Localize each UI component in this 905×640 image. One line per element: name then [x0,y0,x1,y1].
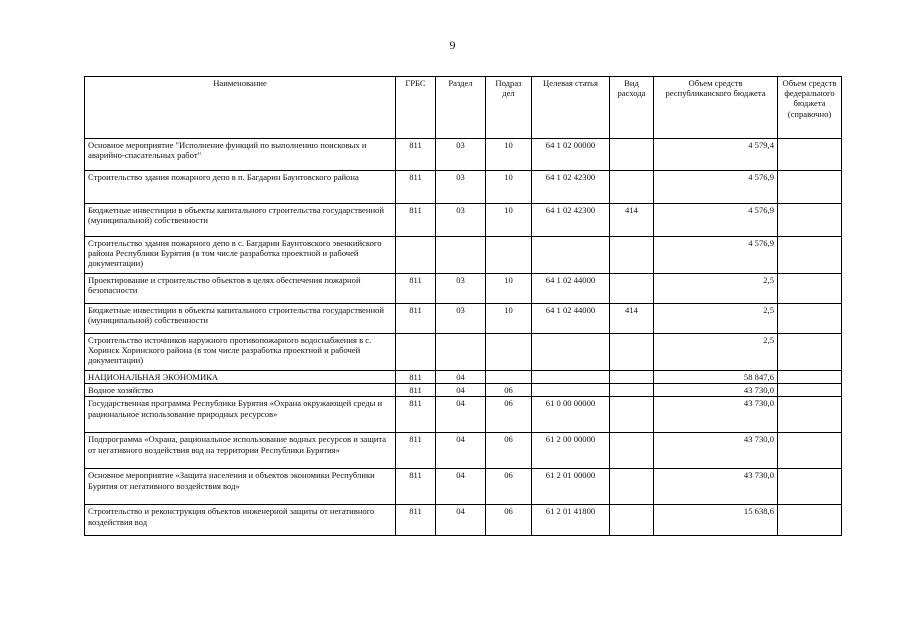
row-grbs-cell: 811 [396,204,436,237]
row-grbs-cell: 811 [396,274,436,304]
row-republic-budget-cell: 2,5 [654,304,778,334]
row-section-cell: 03 [436,304,486,334]
row-federal-budget-cell [778,469,842,505]
row-section-cell: 03 [436,171,486,204]
row-federal-budget-cell [778,384,842,397]
row-expense-type-cell: 414 [610,304,654,334]
row-republic-budget-cell: 4 576,9 [654,171,778,204]
table-row [85,384,842,397]
row-expense-type-cell [610,397,654,433]
row-expense-type-cell [610,469,654,505]
row-name-cell: Бюджетные инвестиции в объекты капитального строительства государственной (муниципальной) собственности [85,204,396,237]
row-name-cell: Основное мероприятие "Исполнение функций по выполнению поисковых и аварийно-спасательных работ" [85,139,396,171]
row-name-cell: Государственная программа Республики Бурятия «Охрана окружающей среды и рациональное использование природных ресурсов» [85,397,396,433]
table-row [85,505,842,536]
row-expense-type-cell [610,371,654,384]
row-section-cell: 03 [436,204,486,237]
row-name-cell: Подпрограмма «Охрана, рациональное использование водных ресурсов и защита от негативного воздействия вод на территории Республики Бурятия» [85,433,396,469]
table-row [85,397,842,433]
row-expense-type-cell [610,139,654,171]
row-grbs-cell: 811 [396,505,436,536]
row-republic-budget-cell: 43 730,0 [654,433,778,469]
table-row [85,237,842,274]
row-grbs-cell: 811 [396,433,436,469]
row-section-cell: 04 [436,433,486,469]
row-section-cell [436,334,486,371]
row-republic-budget-cell: 2,5 [654,274,778,304]
row-name-cell: Проектирование и строительство объектов в целях обеспечения пожарной безопасности [85,274,396,304]
row-section-cell: 04 [436,469,486,505]
row-grbs-cell: 811 [396,171,436,204]
header-subsection: Подраз дел [486,77,532,139]
row-target-cell [532,237,610,274]
row-federal-budget-cell [778,433,842,469]
row-name-cell: Строительство и реконструкция объектов инженерной защиты от негативного воздействия вод [85,505,396,536]
table-row [85,469,842,505]
row-section-cell: 04 [436,397,486,433]
row-name-cell: Строительство здания пожарного депо в с. Багдарин Баунтовского эвенкийского района Республики Бурятия (в том числе разработка проектной и рабочей документации) [85,237,396,274]
row-republic-budget-cell: 2,5 [654,334,778,371]
header-grbs: ГРБС [396,77,436,139]
row-grbs-cell: 811 [396,139,436,171]
row-subsection-cell: 10 [486,274,532,304]
row-target-cell: 64 1 02 42300 [532,204,610,237]
row-federal-budget-cell [778,304,842,334]
table-row [85,171,842,204]
row-federal-budget-cell [778,204,842,237]
row-target-cell: 64 1 02 44000 [532,274,610,304]
row-grbs-cell: 811 [396,304,436,334]
header-name: Наименование [85,77,396,139]
row-target-cell: 61 2 01 00000 [532,469,610,505]
row-section-cell: 04 [436,505,486,536]
row-republic-budget-cell: 58 847,6 [654,371,778,384]
row-subsection-cell: 06 [486,397,532,433]
row-target-cell: 64 1 02 42300 [532,171,610,204]
table-row [85,433,842,469]
row-name-cell: НАЦИОНАЛЬНАЯ ЭКОНОМИКА [85,371,396,384]
row-subsection-cell: 06 [486,384,532,397]
table-row [85,139,842,171]
row-name-cell: Водное хозяйство [85,384,396,397]
row-target-cell: 61 0 00 00000 [532,397,610,433]
row-target-cell: 64 1 02 44000 [532,304,610,334]
row-federal-budget-cell [778,397,842,433]
row-expense-type-cell [610,274,654,304]
row-republic-budget-cell: 43 730,0 [654,384,778,397]
row-target-cell [532,371,610,384]
row-name-cell: Основное мероприятие «Защита населения и объектов экономики Республики Бурятия от негативного воздействия вод» [85,469,396,505]
row-federal-budget-cell [778,274,842,304]
row-target-cell: 61 2 01 41800 [532,505,610,536]
row-republic-budget-cell: 4 576,9 [654,237,778,274]
row-section-cell: 03 [436,274,486,304]
header-section: Раздел [436,77,486,139]
row-federal-budget-cell [778,371,842,384]
row-subsection-cell: 10 [486,204,532,237]
row-expense-type-cell: 414 [610,204,654,237]
row-subsection-cell [486,371,532,384]
row-target-cell: 64 1 02 00000 [532,139,610,171]
row-subsection-cell: 06 [486,505,532,536]
row-subsection-cell: 10 [486,304,532,334]
row-subsection-cell: 06 [486,433,532,469]
row-republic-budget-cell: 43 730,0 [654,397,778,433]
row-target-cell [532,384,610,397]
row-grbs-cell: 811 [396,469,436,505]
row-subsection-cell: 10 [486,171,532,204]
table-body [85,139,842,536]
row-expense-type-cell [610,237,654,274]
row-republic-budget-cell: 4 579,4 [654,139,778,171]
table-row [85,371,842,384]
row-target-cell: 61 2 00 00000 [532,433,610,469]
table-row [85,304,842,334]
table-header [85,77,842,139]
row-name-cell: Бюджетные инвестиции в объекты капитального строительства государственной (муниципальной) собственности [85,304,396,334]
row-republic-budget-cell: 15 638,6 [654,505,778,536]
row-expense-type-cell [610,171,654,204]
table-row [85,274,842,304]
row-grbs-cell [396,237,436,274]
header-republic-budget: Объем средств республиканского бюджета [654,77,778,139]
row-expense-type-cell [610,433,654,469]
table-row [85,204,842,237]
row-expense-type-cell [610,384,654,397]
row-section-cell: 04 [436,371,486,384]
row-name-cell: Строительство источников наружного противопожарного водоснабжения в с. Хоринск Хоринского района (в том числе разработка проектной и рабочей документации) [85,334,396,371]
row-section-cell: 04 [436,384,486,397]
row-federal-budget-cell [778,334,842,371]
budget-table [84,76,842,536]
page-number: 9 [449,38,456,52]
row-name-cell: Строительство здания пожарного депо в п. Багдарин Баунтовского района [85,171,396,204]
row-target-cell [532,334,610,371]
row-subsection-cell [486,334,532,371]
header-target: Целевая статья [532,77,610,139]
row-subsection-cell [486,237,532,274]
header-federal-budget: Объем средств федерального бюджета (справочно) [778,77,842,139]
row-expense-type-cell [610,505,654,536]
row-federal-budget-cell [778,505,842,536]
row-section-cell: 03 [436,139,486,171]
row-expense-type-cell [610,334,654,371]
row-republic-budget-cell: 4 576,9 [654,204,778,237]
row-subsection-cell: 10 [486,139,532,171]
row-grbs-cell: 811 [396,397,436,433]
row-federal-budget-cell [778,171,842,204]
table-row [85,334,842,371]
row-federal-budget-cell [778,237,842,274]
row-grbs-cell: 811 [396,371,436,384]
row-subsection-cell: 06 [486,469,532,505]
row-grbs-cell [396,334,436,371]
row-section-cell [436,237,486,274]
row-republic-budget-cell: 43 730,0 [654,469,778,505]
row-grbs-cell: 811 [396,384,436,397]
row-federal-budget-cell [778,139,842,171]
header-expense-type: Вид расхода [610,77,654,139]
